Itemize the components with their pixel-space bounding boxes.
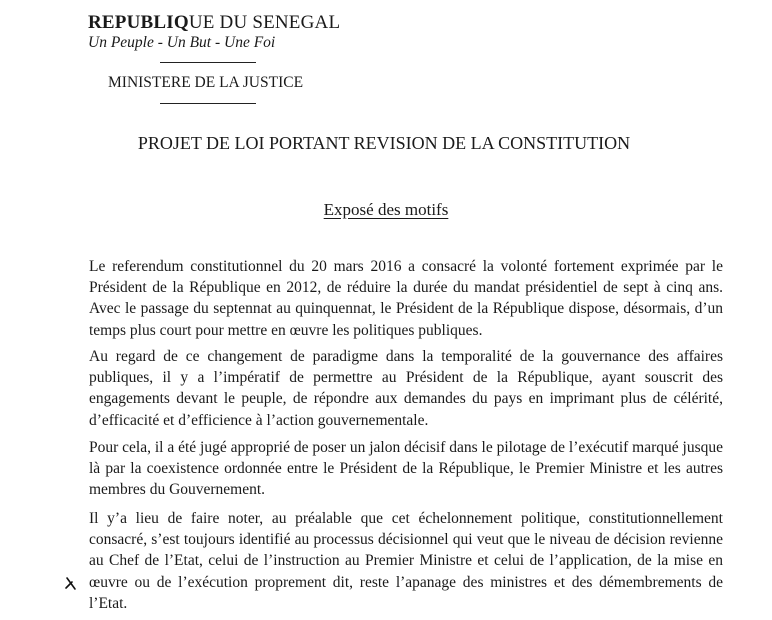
section-heading-text: Exposé des motifs: [323, 200, 449, 219]
divider: [160, 103, 256, 104]
paragraph: Au regard de ce changement de paradigme dans la temporalité de la gouvernance des affaires publiques, il y a l’impératif de permettre au Président de la République, ayant souscrit des engagements devant le peuple, de répondre aux demandes du pays en imprimant plus de célérité, d’efficacité et d’efficience à l’action gouvernementale.: [89, 348, 723, 429]
section-heading: [0, 200, 772, 220]
national-motto: Un Peuple - Un But - Une Foi: [88, 34, 276, 51]
paragraph: Il y’a lieu de faire noter, au préalable que cet échelonnement politique, constitutionnellement consacré, s’est toujours identifié au processus décisionnel qui veut que le niveau de décision revienne au Chef de l’Etat, celui de l’instruction au Premier Ministre et celui de l’application, de la mise en œuvre ou de l’exécution proprement dit, reste l’apanage des ministres et des démembrements de l’Etat.: [89, 510, 723, 612]
divider: [160, 62, 256, 63]
republic-heading-rest: UE DU SENEGAL: [188, 12, 341, 33]
paragraph: Le referendum constitutionnel du 20 mars 2016 a consacré la volonté fortement exprimée par le Président de la République en 2012, de réduire la durée du mandat présidentiel de sept à cinq ans. Avec le passage du septennat au quinquennat, le Président de la République dispose, désormais, d’un temps plus court pour mettre en œuvre les politiques publiques.: [89, 258, 723, 339]
paragraph: Pour cela, il a été jugé approprié de poser un jalon décisif dans le pilotage de l’exécutif marqué jusque là par la coexistence ordonnée entre le Président de la République, le Premier Ministre et les autres membres du Gouvernement.: [89, 439, 723, 499]
ministry-name: MINISTERE DE LA JUSTICE: [108, 74, 304, 91]
handwritten-margin-mark: [64, 574, 78, 592]
document-title-text: PROJET DE LOI PORTANT REVISION DE LA CONSTITUTION: [137, 133, 631, 153]
document-title: [0, 133, 772, 154]
republic-heading: [88, 12, 340, 34]
republic-heading-bold: REPUBLIQ: [88, 12, 189, 33]
